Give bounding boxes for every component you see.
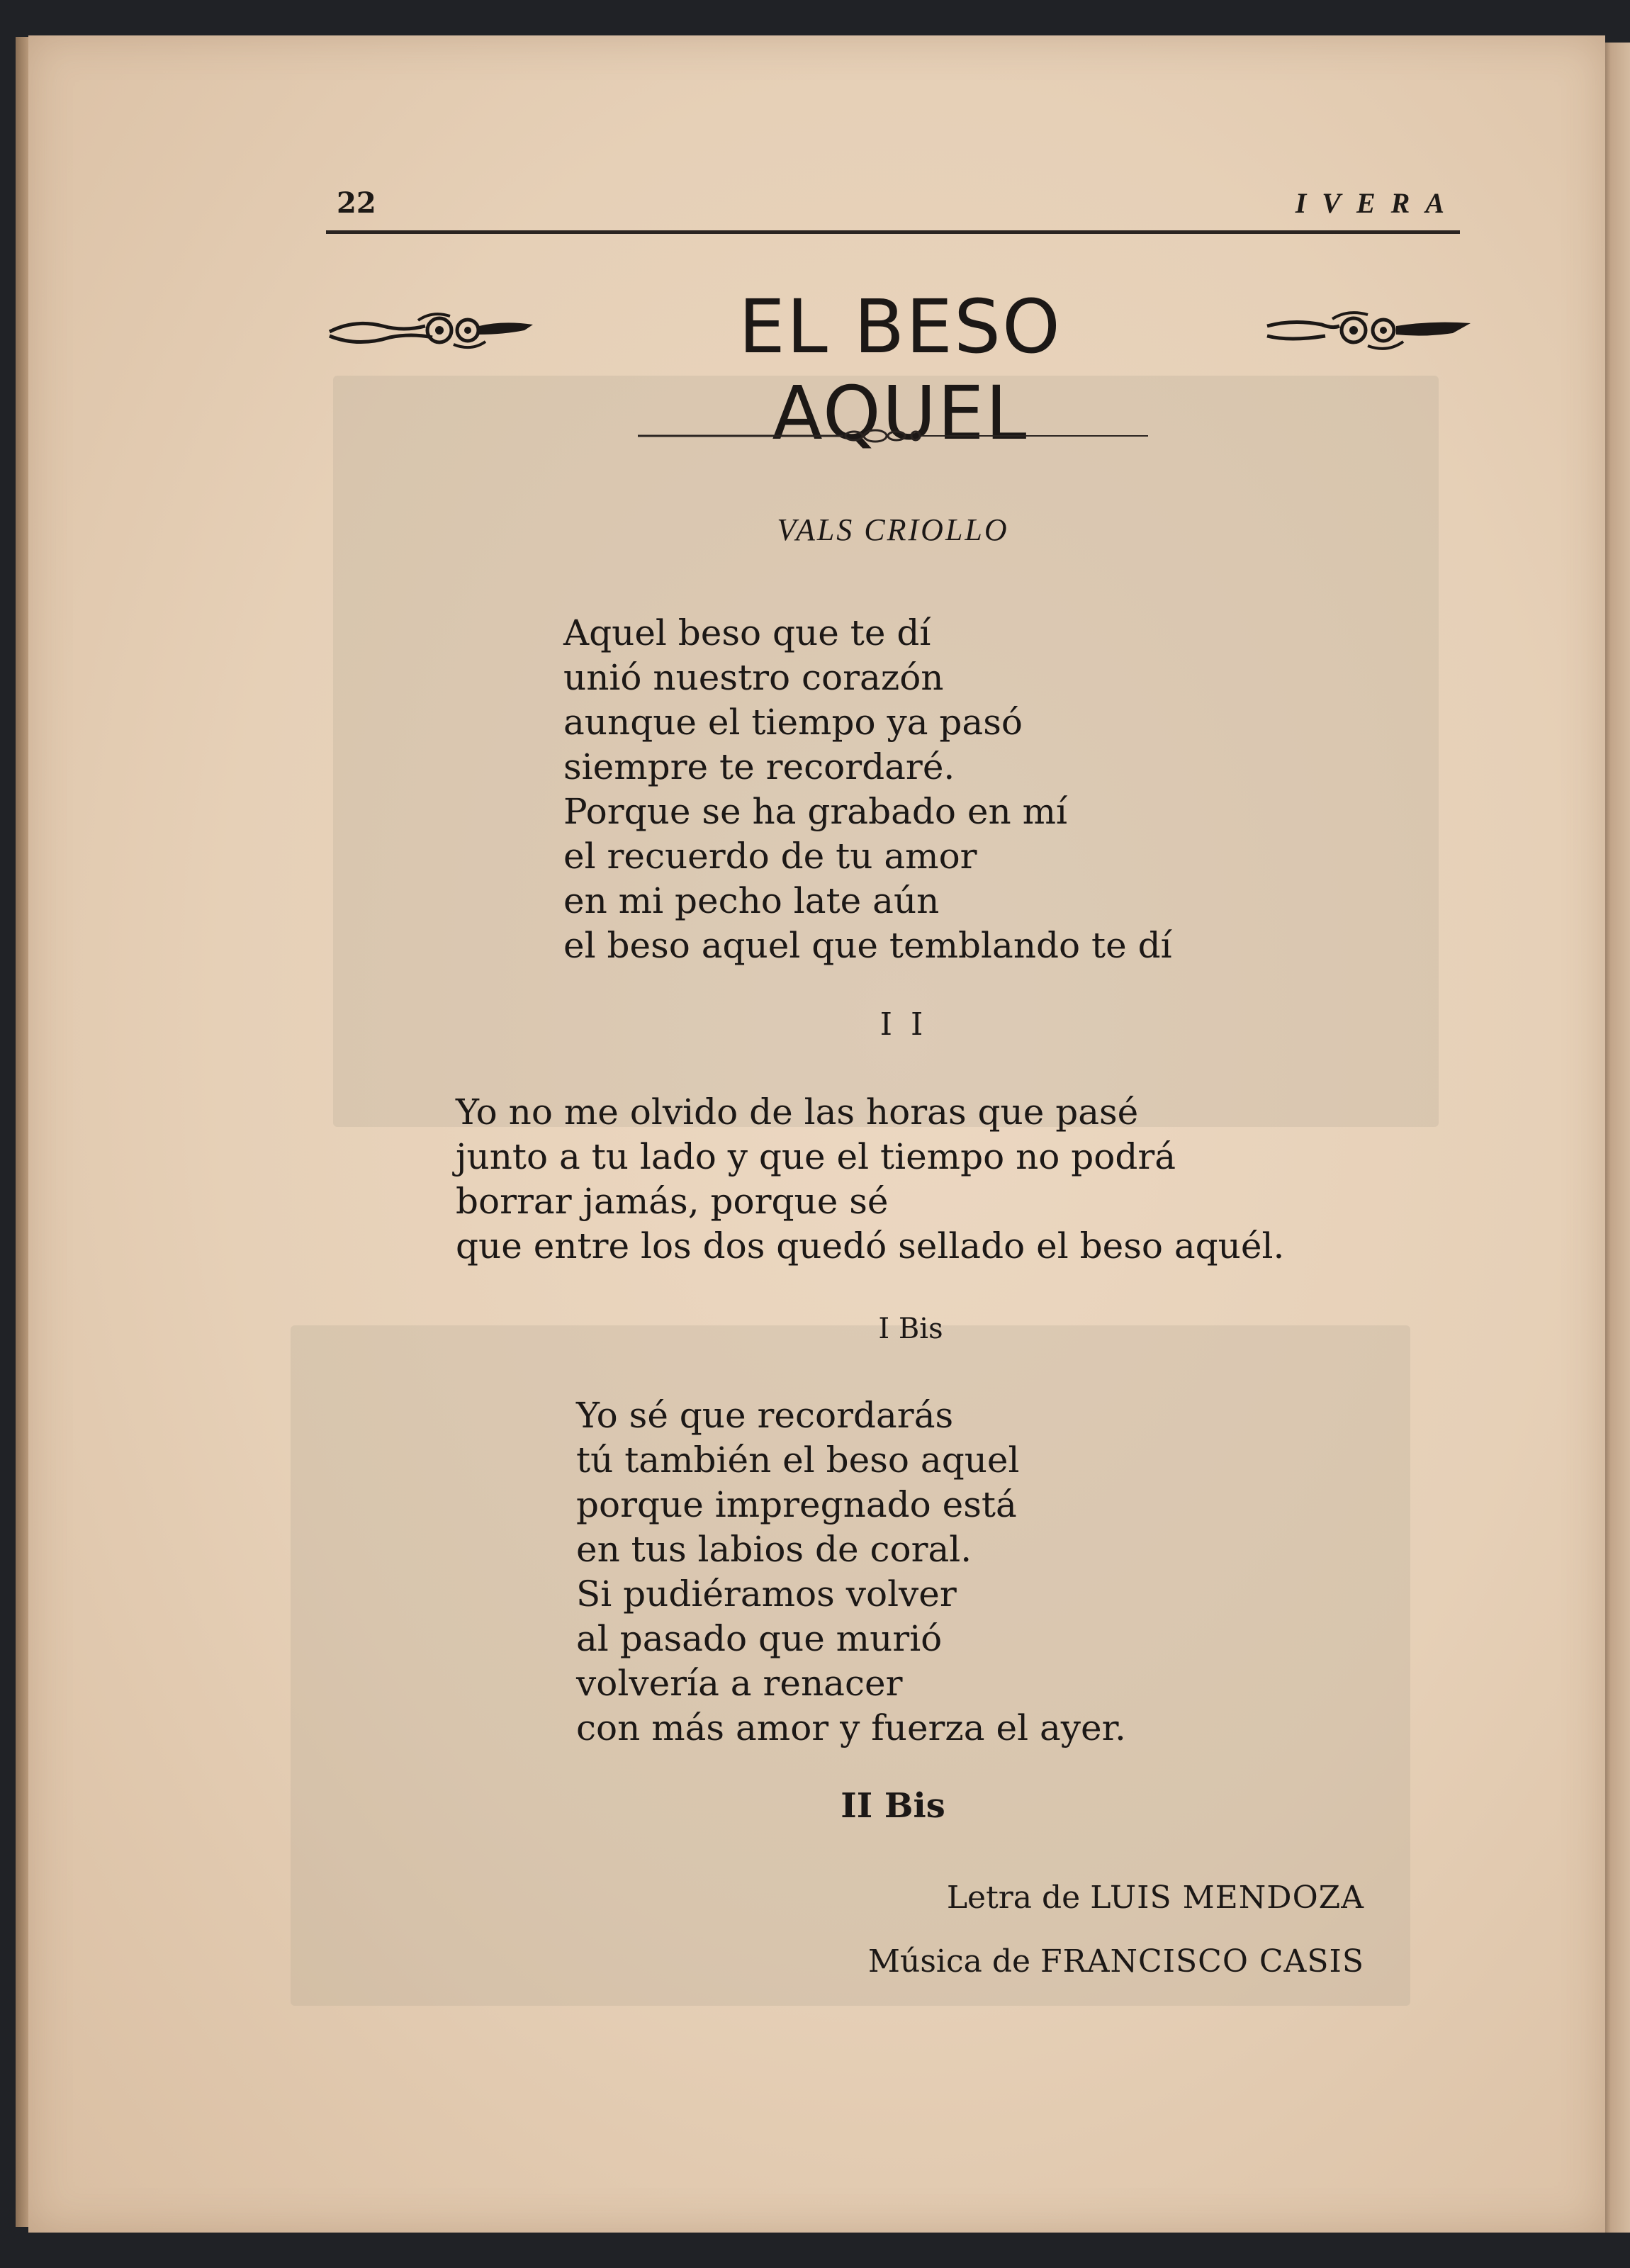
page-header [326,181,1460,237]
verse-line: Aquel beso que te dí [563,612,931,653]
verse-line: el beso aquel que temblando te dí [563,925,1172,966]
verse-line: siempre te recordaré. [563,746,955,787]
left-flourish-ornament [326,305,539,354]
page-number: 22 [337,186,376,220]
music-credit-prefix: Música de [867,1943,1031,1980]
stanza-second [456,1090,1284,1269]
verse-line: borrar jamás, porque sé [456,1181,889,1222]
right-flourish-ornament [1261,305,1474,354]
verse-line: el recuerdo de tu amor [563,836,977,877]
verse-line: Yo no me olvido de las horas que pasé [456,1091,1139,1133]
stanza-first [563,611,1172,968]
stanza-third [576,1393,1126,1751]
verse-line: aunque el tiempo ya pasó [563,702,1023,743]
verse-line: tú también el beso aquel [576,1439,1020,1481]
song-subtitle: VALS CRIOLLO [777,512,1009,547]
verse-line: Si pudiéramos volver [576,1573,957,1615]
song-title: EL BESO AQUEL [738,284,1062,456]
lyrics-credit [947,1880,1364,1916]
verse-line: Yo sé que recordarás [576,1395,954,1436]
verse-line: junto a tu lado y que el tiempo no podrá [456,1136,1176,1177]
title-row [326,284,1474,456]
lyrics-credit-prefix: Letra de [946,1880,1081,1916]
verse-line: porque impregnado está [576,1484,1017,1525]
verse-line: Porque se ha grabado en mí [563,791,1067,832]
section-label-ii-bis: II Bis [841,1786,945,1826]
running-head: IVERA [1295,187,1460,219]
verse-line: volvería a renacer [576,1663,903,1704]
section-label-ii: I I [879,1006,928,1043]
verse-line: que entre los dos quedó sellado el beso aquél. [456,1225,1285,1267]
verse-line: en mi pecho late aún [563,880,940,921]
music-credit [868,1943,1364,1980]
lyrics-author: LUIS MENDOZA [1090,1880,1364,1916]
verse-line: unió nuestro corazón [563,657,944,698]
verse-line: en tus labios de coral. [576,1529,972,1570]
music-author: FRANCISCO CASIS [1040,1943,1364,1980]
verse-line: con más amor y fuerza el ayer. [576,1707,1126,1748]
section-label-i-bis: I Bis [878,1313,943,1345]
header-rule [326,230,1460,234]
title-divider [638,425,1148,447]
verse-line: al pasado que murió [576,1618,943,1659]
